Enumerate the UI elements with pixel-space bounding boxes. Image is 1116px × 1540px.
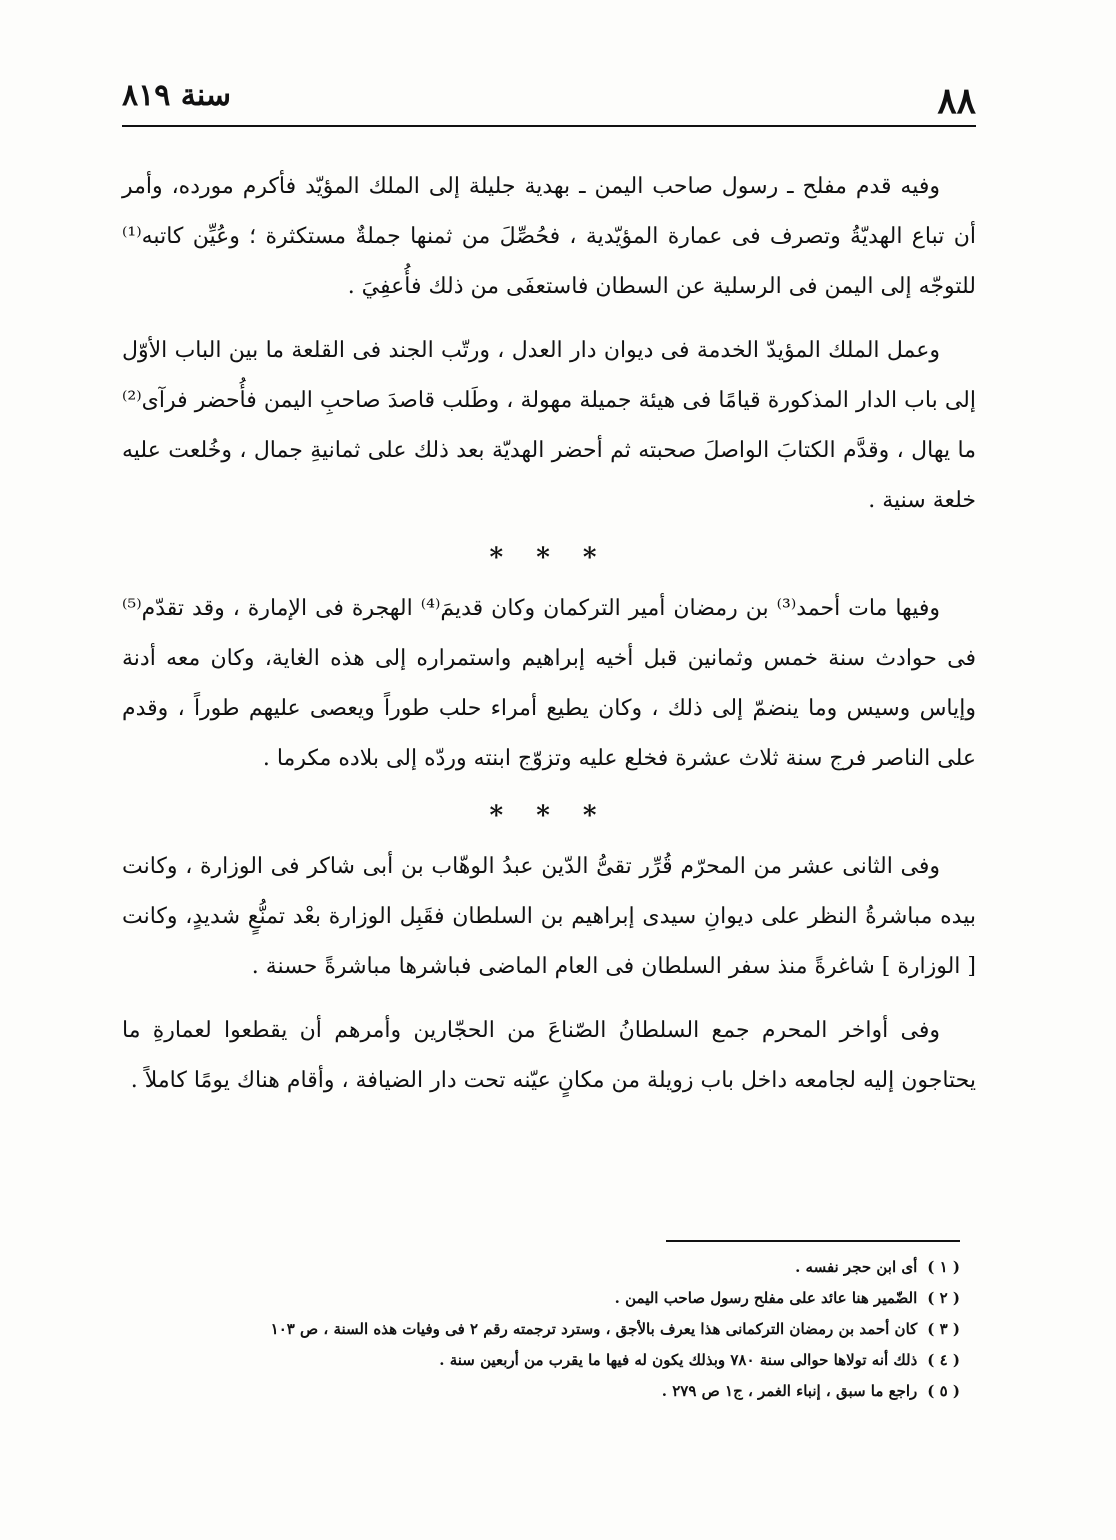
paragraph: وفيه قدم مفلح ـ رسول صاحب اليمن ـ بهدية جليلة إلى الملك المؤيّد فأكرم مورده، وأمر أن تباع الهديّةُ وتصرف فى عمارة المؤيّدية ، فحُصِّلَ من ثمنها جملةٌ مستكثرة ؛ وعُيِّن كاتبه⁽¹⁾ للتوجّه إلى اليمن فى الرسلية عن السطان فاستعفَى من ذلك فأُعفِيَ .	[122, 174, 976, 299]
footnote-text: كان أحمد بن رمضان التركمانى هذا يعرف بالأجق ، وسترد ترجمته رقم ٢ فى وفيات هذه السنة ، ص ١٠٣	[270, 1320, 918, 1338]
footnote-text: ذلك أنه تولاها حوالى سنة ٧٨٠ وبذلك يكون له فيها ما يقرب من أربعين سنة .	[439, 1351, 918, 1369]
page-number: ٨٨	[937, 80, 976, 122]
footnote	[160, 1314, 960, 1345]
section-separator: * * *	[489, 543, 609, 573]
footnote	[160, 1376, 960, 1407]
footnote	[160, 1345, 960, 1376]
footnote-number: ( ٢ )	[927, 1289, 960, 1307]
page-header	[122, 74, 976, 126]
paragraph: وفى أواخر المحرم جمع السلطانُ الصّناعَ من الحجّارين وأمرهم أن يقطعوا لعمارةِ ما يحتاجون إليه لجامعه داخل باب زويلة من مكانٍ عيّنه تحت دار الضيافة ، وأقام هناك يومًا كاملاً .	[122, 1018, 976, 1093]
running-head: سنة ٨١٩	[122, 78, 232, 113]
footnote-rule	[666, 1240, 960, 1242]
footnote	[160, 1283, 960, 1314]
header-rule	[122, 125, 976, 127]
paragraph: وفى الثانى عشر من المحرّم قُرِّر تقىُّ الدّين عبدُ الوهّاب بن أبى شاكر فى الوزارة ، وكانت بيده مباشرةُ النظر على ديوانِ سيدى إبراهيم بن السلطان فقَبِل الوزارة بعْد تمنُّعٍ شديدٍ، وكانت [ الوزارة ] شاغرةً منذ سفر السلطان فى العام الماضى فباشرها مباشرةً حسنة .	[122, 854, 976, 979]
section-separator: * * *	[489, 801, 609, 831]
footnote-text: راجع ما سبق ، إنباء الغمر ، ج١ ص ٢٧٩ .	[661, 1382, 918, 1400]
footnotes	[160, 1252, 960, 1407]
footnote-number: ( ٣ )	[927, 1320, 960, 1338]
footnote	[160, 1252, 960, 1283]
paragraph: وفيها مات أحمد⁽³⁾ بن رمضان أمير التركمان وكان قديمَ⁽⁴⁾ الهجرة فى الإمارة ، وقد تقدّم⁽⁵⁾ فى حوادث سنة خمس وثمانين قبل أخيه إبراهيم واستمراره إلى هذه الغاية، وكان معه أدنة وإياس وسيس وما ينضمّ إلى ذلك ، وكان يطيع أمراء حلب طوراً ويعصى عليهم طوراً ، وقدم على الناصر فرج سنة ثلاث عشرة فخلع عليه وتزوّج ابنته وردّه إلى بلاده مكرما .	[122, 596, 976, 771]
body-text	[122, 162, 976, 1120]
footnote-text: أى ابن حجر نفسه .	[795, 1258, 918, 1276]
footnote-text: الضّمير هنا عائد على مفلح رسول صاحب اليمن .	[614, 1289, 918, 1307]
paragraph: وعمل الملك المؤيدّ الخدمة فى ديوان دار العدل ، ورتّب الجند فى القلعة ما بين الباب الأوّل إلى باب الدار المذكورة قيامًا فى هيئة جميلة مهولة ، وطَلب قاصدَ صاحبِ اليمن فأُحضر فرآى⁽²⁾ ما يهال ، وقدَّم الكتابَ الواصلَ صحبته ثم أحضر الهديّة بعد ذلك على ثمانيةِ جمال ، وخُلعت عليه خلعة سنية .	[122, 338, 976, 513]
footnote-number: ( ٤ )	[927, 1351, 960, 1369]
footnote-number: ( ٥ )	[927, 1382, 960, 1400]
footnote-number: ( ١ )	[927, 1258, 960, 1276]
